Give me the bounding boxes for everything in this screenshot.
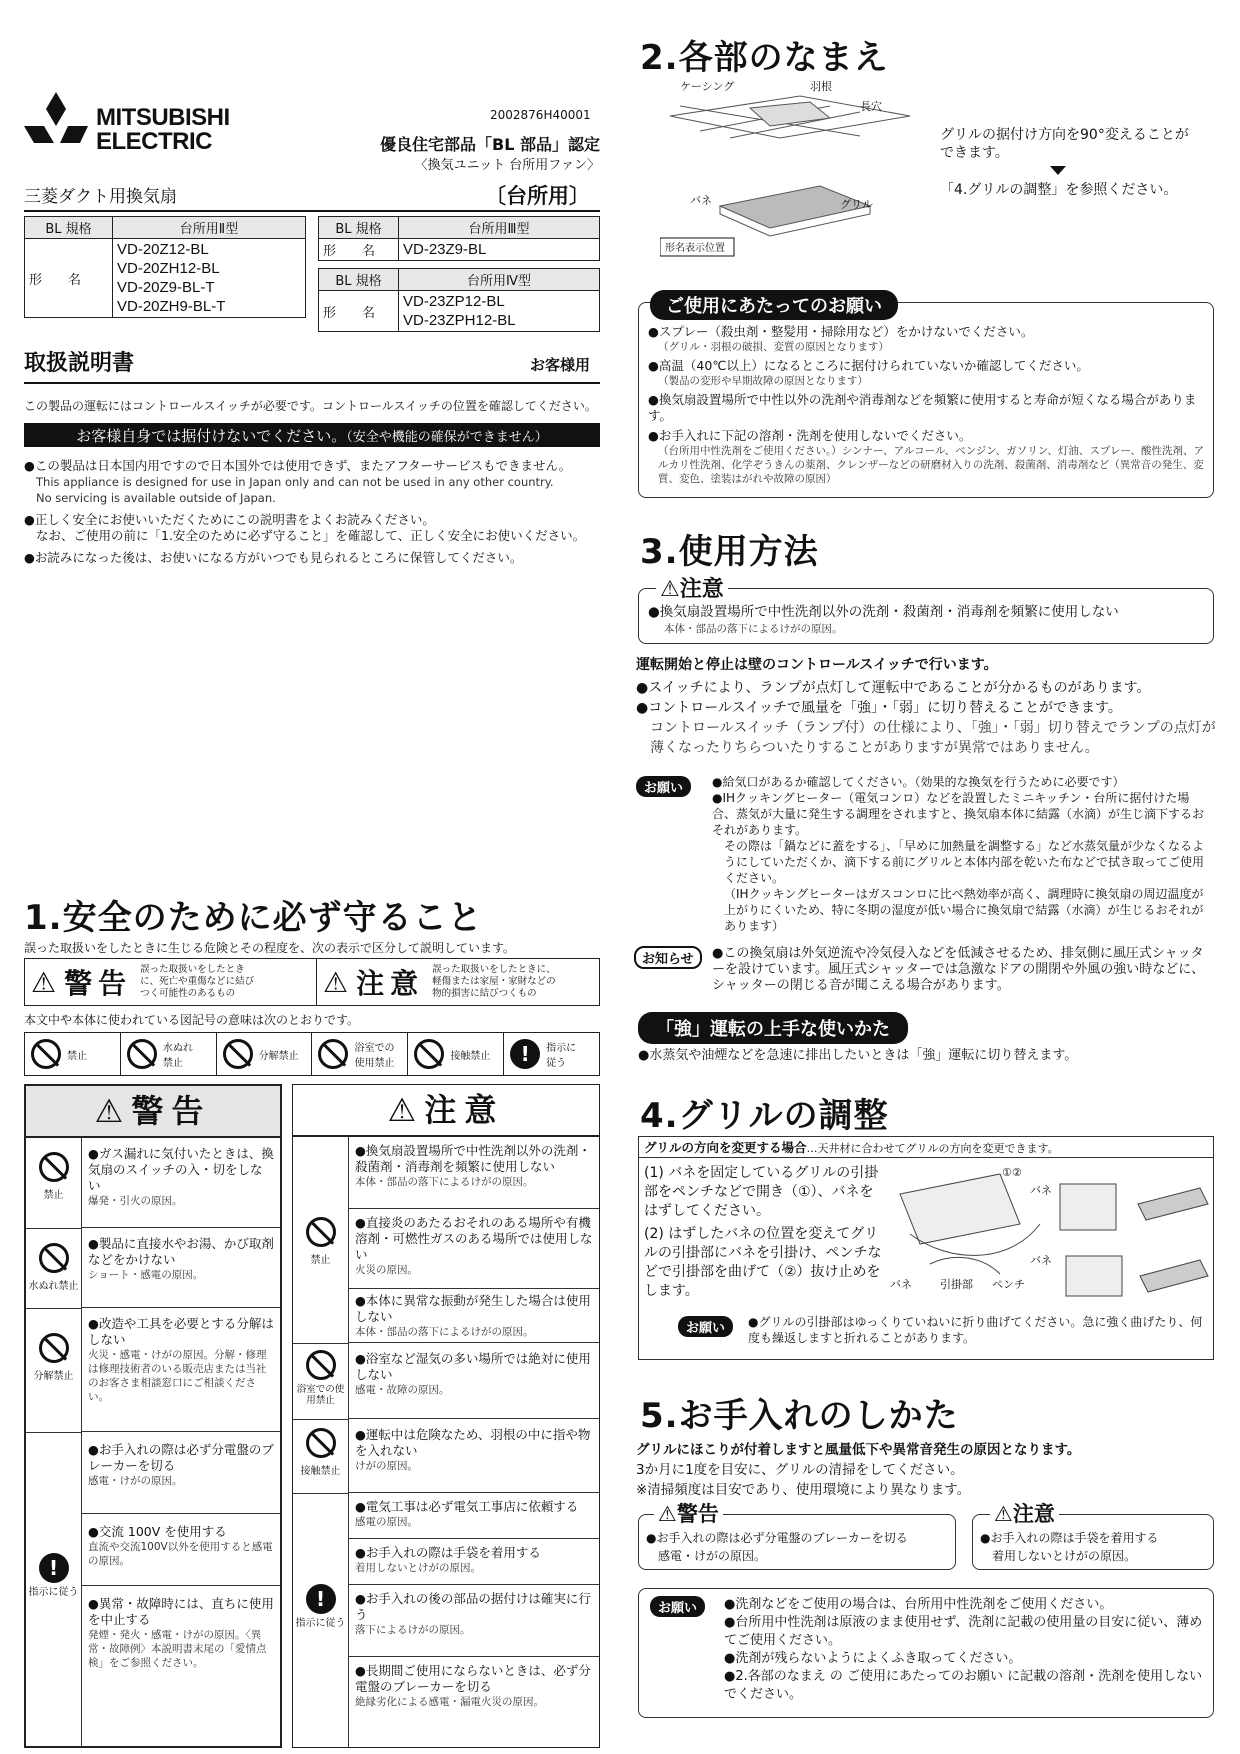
warning-body xyxy=(26,1138,280,1746)
caution-desc: 誤った取扱いをしたときに、軽傷または家屋・家財などの物的損害に結びつくもの xyxy=(432,964,556,999)
row-sub: 本体・部品の落下によるけがの原因。 xyxy=(355,1326,534,1338)
no-disassembly-icon xyxy=(223,1039,253,1069)
onegai-list xyxy=(712,774,1212,934)
oshirase-text: ●この換気扇は外気逆流や冷気侵入などを低減させるため、排気側に風圧式シャッターを設けています。風圧式シャッターでは急激なドアの開閉や外風の強い時などに、シャッターの閉じる音が聞こえる場合があります。 xyxy=(712,946,1205,993)
symbol-item xyxy=(408,1033,504,1075)
row-text: ●運転中は危険なため、羽根の中に指や物を入れない xyxy=(355,1427,591,1458)
section3-caution-text: ●換気扇設置場所で中性洗剤以外の洗剤・殺菌剤・消毒剤を頻繁に使用しない xyxy=(648,604,1119,620)
request-sub: （台所用中性洗剤をご使用ください。）シンナー、アルコール、ベンジン、ガソリン、灯油、スプレー、酸性洗剤、アルカリ性洗剤、化学ぞうきんの薬剤、クレンザーなどの研磨材入りの洗剤、殺菌剤、消毒剤など（異常音の発生、変質、変色、塗装はがれや故障の原因） xyxy=(658,445,1205,485)
spec-label: 形 名 xyxy=(319,291,399,332)
icon-label: 禁止 xyxy=(43,1190,64,1201)
grille-step: (1) バネを固定しているグリルの引掛部をペンチなどで開き（①）、バネをはずしてください。 xyxy=(644,1165,879,1219)
row-sub: 感電・けがの原因。 xyxy=(88,1475,183,1487)
cleaning-caution-text: ●お手入れの際は手袋を着用する xyxy=(980,1531,1159,1545)
row-sub: 火災の原因。 xyxy=(355,1264,418,1276)
note-en: This appliance is designed for use in Japan only and can not be used in any other country. xyxy=(36,475,554,489)
icon-cell xyxy=(26,1228,81,1308)
onegai-item: その際は「鍋などに蓋をする」、「早めに加熱量を調整する」など水蒸気量が少なくなるようにしていただくか、滴下する前にグリルと本体内部を乾いた布などで拭き取ってご使用ください。 xyxy=(724,839,1205,885)
usage-request-list xyxy=(648,324,1208,486)
warning-head-text: 警告 xyxy=(131,1092,212,1130)
brand-line1: MITSUBISHI xyxy=(96,104,230,131)
caution-rows xyxy=(349,1137,599,1747)
row-text: ●長期間ご使用にならないときは、必ず分電盤のブレーカーを切る xyxy=(355,1663,591,1694)
divider xyxy=(24,382,600,384)
symbol-item xyxy=(25,1033,121,1075)
caution-row xyxy=(349,1419,599,1493)
model: VD-20ZH9-BL-T xyxy=(117,298,226,315)
caution-row xyxy=(349,1137,599,1209)
label-grille: グリル xyxy=(840,198,873,211)
grille-adjust-head xyxy=(638,1136,1214,1158)
row-sub: 感電の原因。 xyxy=(355,1516,418,1528)
row-sub: 絶縁劣化による感電・漏電火災の原因。 xyxy=(355,1696,544,1708)
spec-label: 形 名 xyxy=(319,239,399,261)
cleaning-warning-sub: 感電・けがの原因。 xyxy=(658,1549,767,1563)
no-touch-icon xyxy=(306,1428,336,1458)
three-diamonds-icon xyxy=(24,92,88,154)
cleaning-item: ●台所用中性洗剤は原液のまま使用せず、洗剤に記載の使用量の目安に従い、薄めてご使用ください。 xyxy=(724,1615,1203,1648)
icon-cell xyxy=(26,1432,81,1746)
caution-row xyxy=(349,1209,599,1289)
icon-label: 指示に従う xyxy=(295,1618,346,1629)
model: VD-23ZP12-BL xyxy=(403,293,505,310)
section3-caution-sub: 本体・部品の落下によるけがの原因。 xyxy=(664,623,843,635)
prohibited-icon xyxy=(306,1217,336,1247)
caution-body xyxy=(293,1137,599,1747)
caution-row xyxy=(349,1585,599,1657)
label-blade: 羽根 xyxy=(810,80,832,93)
onegai-tag: お願い xyxy=(678,1316,733,1337)
caution-label: 注意 xyxy=(356,967,425,1000)
mitsubishi-logo xyxy=(24,92,234,154)
no-touch-icon xyxy=(414,1039,444,1069)
spec-head: BL 規格 xyxy=(319,217,399,239)
icon-cell xyxy=(293,1343,348,1419)
cleaning-onegai-list xyxy=(724,1596,1204,1704)
caution-head-text: 注意 xyxy=(679,577,724,602)
caution-column-head xyxy=(293,1085,599,1137)
fig-steps-label: ①② xyxy=(1002,1166,1022,1179)
spec-head: BL 規格 xyxy=(25,217,113,239)
document-number: 2002876H40001 xyxy=(490,108,591,122)
icon-label: 分解禁止 xyxy=(33,1371,74,1382)
spec-table-1 xyxy=(24,216,306,318)
instruction-icon: ! xyxy=(306,1584,336,1614)
symbol-item xyxy=(121,1033,217,1075)
request-item: ●高温（40℃以上）になるところに据付けられていないか確認してください。 xyxy=(648,358,1089,373)
cleaning-caution-sub: 着用しないとけがの原因。 xyxy=(992,1549,1137,1563)
symbol-label: 分解禁止 xyxy=(258,1050,299,1062)
cleaning-caution-head xyxy=(990,1498,1059,1528)
operation-item: ●スイッチにより、ランプが点灯して運転中であることが分かるものがあります。 xyxy=(636,680,1151,696)
grille-orientation-note: グリルの据付け方向を90°変えることができます。 xyxy=(940,127,1189,161)
operation-item: ●コントロールスイッチで風量を「強」・「弱」に切り替えることができます。 xyxy=(636,700,1122,716)
model-list xyxy=(399,291,600,332)
banner-sub: （安全や機能の確保ができません） xyxy=(346,430,548,445)
warning-row xyxy=(82,1308,280,1432)
section4-title: 4.グリルの調整 xyxy=(640,1096,889,1136)
caution-icon-col xyxy=(293,1137,349,1747)
row-sub: 火災・感電・けがの原因。分解・修理は修理技術者のいる販売店または当社のお客さま相談窓口にご相談ください。 xyxy=(88,1349,267,1403)
section1-title: 1.安全のために必ず守ること xyxy=(24,898,483,938)
operation-lead: 運転開始と停止は壁のコントロールスイッチで行います。 xyxy=(636,657,998,673)
icon-label: 水ぬれ禁止 xyxy=(28,1281,79,1292)
manual-audience: お客様用 xyxy=(530,356,591,374)
icon-cell xyxy=(293,1137,348,1343)
section1-intro: 誤った取扱いをしたときに生じる危険とその程度を、次の表示で区分して説明しています。 xyxy=(24,941,516,955)
row-sub: けがの原因。 xyxy=(355,1460,418,1472)
oshirase-tag: お知らせ xyxy=(634,946,702,969)
grille-adjust-head-text: グリルの方向を変更する場合 xyxy=(644,1140,807,1155)
caution-column xyxy=(292,1084,600,1748)
row-text: ●交流 100V を使用する xyxy=(88,1524,227,1539)
warning-label: 警告 xyxy=(64,967,133,1000)
note: ●正しく安全にお使いいただくためにこの説明書をよくお読みください。 xyxy=(24,512,435,527)
row-text: ●製品に直接水やお湯、かび取剤などをかけない xyxy=(88,1236,274,1267)
parts-diagram xyxy=(660,76,920,262)
caution-row xyxy=(349,1493,599,1539)
symbol-item xyxy=(217,1033,313,1075)
no-bathroom-icon xyxy=(318,1039,348,1069)
spec-type: 台所用Ⅱ型 xyxy=(113,217,306,239)
usage-request-title: ご使用にあたってのお願い xyxy=(650,290,898,320)
cleaning-item: ●洗剤が残らないようによくふき取ってください。 xyxy=(724,1651,1022,1666)
no-disassembly-icon xyxy=(39,1333,69,1363)
row-text: ●お手入れの後の部品の据付けは確実に行う xyxy=(355,1591,591,1622)
icon-cell xyxy=(293,1419,348,1493)
row-sub: ショート・感電の原因。 xyxy=(88,1269,204,1281)
model-list xyxy=(113,239,306,318)
certification-subtitle: 〈換気ユニット 台所用ファン〉 xyxy=(414,158,600,173)
row-text: ●換気扇設置場所で中性洗剤以外の洗剤・殺菌剤・消毒剤を頻繁に使用しない xyxy=(355,1143,591,1174)
onegai-item: ●給気口があるか確認してください。（効果的な換気を行うために必要です） xyxy=(712,775,1125,789)
icon-label: 浴室での使用禁止 xyxy=(296,1384,345,1406)
caution-row xyxy=(349,1657,599,1727)
note: ●お読みになった後は、お使いになる方がいつでも見られるところに保管してください。 xyxy=(24,550,523,565)
icon-cell xyxy=(26,1308,81,1432)
symbol-label: 指示に従う xyxy=(546,1043,577,1069)
product-name: 三菱ダクト用換気扇 xyxy=(24,187,177,207)
row-sub: 本体・部品の落下によるけがの原因。 xyxy=(355,1176,534,1188)
warning-desc: 誤った取扱いをしたときに、死亡や重傷などに結びつく可能性のあるもの xyxy=(140,964,255,999)
grille-adjust-head-sub: …天井材に合わせてグリルの方向を変更できます。 xyxy=(806,1142,1059,1155)
caution-row xyxy=(349,1289,599,1343)
usage-label: 〔台所用〕 xyxy=(485,184,590,208)
fig-spring-label: バネ xyxy=(890,1278,912,1291)
row-text: ●本体に異常な振動が発生した場合は使用しない xyxy=(355,1293,591,1324)
install-warning-banner xyxy=(24,423,600,447)
onegai-tag: お願い xyxy=(636,776,691,797)
cleaning-lead-text: グリルにほこりが付着しますと風量低下や異常音発生の原因となります。 xyxy=(636,1442,1081,1458)
model: VD-20ZH12-BL xyxy=(117,260,220,277)
label-spring: バネ xyxy=(690,194,712,207)
caution-triangle-icon: ⚠ xyxy=(323,965,349,999)
row-text: ●お手入れの際は手袋を着用する xyxy=(355,1545,541,1560)
row-sub: 落下によるけがの原因。 xyxy=(355,1624,471,1636)
model: VD-23Z9-BL xyxy=(399,239,600,261)
grille-onegai-text: ●グリルの引掛部はゆっくりていねいに折り曲げてください。急に強く曲げたり、何度も繰返しますと折れることがあります。 xyxy=(748,1315,1203,1345)
row-text: ●異常・故障時には、直ちに使用を中止する xyxy=(88,1596,274,1627)
warning-triangle-icon: ⚠ xyxy=(31,965,57,999)
note: ●この製品は日本国内用ですので日本国外では使用できず、またアフターサービスもできません。 xyxy=(24,458,572,473)
icon-label: 指示に従う xyxy=(28,1587,79,1598)
symbol-label: 水ぬれ禁止 xyxy=(162,1043,193,1069)
onegai-item: ●IHクッキングヒーター（電気コンロ）などを設置したミニキッチン・台所に据付けた場合、蒸気が大量に発生する調理をされますと、換気扇本体に結露（水滴）が生じ滴下するおそれがあります。 xyxy=(712,791,1205,837)
symbols-intro: 本文中や本体に使われている図記号の意味は次のとおりです。 xyxy=(24,1013,360,1027)
operation-item: コントロールスイッチ（ランプ付）の仕様により、「強」・「弱」切り替えでランプの点灯が薄くなったりちらついたりすることがありますが異常ではありません。 xyxy=(650,720,1216,756)
symbol-item xyxy=(504,1033,599,1075)
instruction-icon: ! xyxy=(510,1039,540,1069)
caution-row xyxy=(349,1343,599,1419)
prohibited-icon xyxy=(39,1152,69,1182)
onegai-tag: お願い xyxy=(650,1596,705,1617)
warning-icon: ⚠ xyxy=(94,1092,132,1130)
warning-rows xyxy=(82,1138,280,1746)
signal-word-legend xyxy=(24,958,600,1006)
symbol-label: 接触禁止 xyxy=(450,1050,491,1062)
model: VD-23ZPH12-BL xyxy=(403,312,516,329)
cleaning-item: ●洗剤などをご使用の場合は、台所用中性洗剤をご使用ください。 xyxy=(724,1597,1113,1612)
row-text: ●改造や工具を必要とする分解はしない xyxy=(88,1316,274,1347)
banner-main: お客様自身では据付けないでください。 xyxy=(76,427,347,445)
grille-step: (2) はずしたバネの位置を変えてグリルの引掛部にバネを引掛け、ペンチなどで引掛部を曲げて（②）抜け止めをします。 xyxy=(644,1226,882,1299)
caution-icon: ⚠ xyxy=(660,577,680,602)
no-bathroom-icon xyxy=(306,1350,336,1380)
manual-title: 取扱説明書 xyxy=(24,351,135,376)
icon-label: 禁止 xyxy=(310,1255,331,1266)
operation-list xyxy=(636,654,1216,758)
spec-type: 台所用Ⅲ型 xyxy=(399,217,600,239)
icon-label: 接触禁止 xyxy=(300,1466,341,1477)
caution-row xyxy=(349,1539,599,1585)
cleaning-warning-text: ●お手入れの際は必ず分電盤のブレーカーを切る xyxy=(646,1531,908,1545)
caution-icon: ⚠ xyxy=(387,1091,425,1129)
grille-steps xyxy=(644,1164,884,1301)
symbol-label: 禁止 xyxy=(67,1050,87,1062)
spec-table-2 xyxy=(318,216,600,261)
section3-title: 3.使用方法 xyxy=(640,532,819,572)
row-text: ●浴室など湿気の多い場所では絶対に使用しない xyxy=(355,1351,591,1382)
note: なお、ご使用の前に「1.安全のために必ず守ること」を確認して、正しく安全にお使いください。 xyxy=(36,528,586,543)
warning-legend xyxy=(25,959,317,1005)
label-slot: 長穴 xyxy=(860,100,882,113)
row-text: ●電気工事は必ず電気工事店に依頼する xyxy=(355,1499,579,1514)
warning-row xyxy=(82,1514,280,1586)
label-model-position: 形名表示位置 xyxy=(665,243,725,254)
warning-row xyxy=(82,1138,280,1228)
icon-cell xyxy=(293,1493,348,1747)
caution-icon: ⚠ xyxy=(994,1502,1013,1526)
no-water-icon xyxy=(127,1039,157,1069)
row-text: ●直接炎のあたるおそれのある場所や有機溶剤・可燃性ガスのある場所では使用しない xyxy=(355,1215,593,1262)
request-item: ●換気扇設置場所で中性以外の洗剤や消毒剤などを頻繁に使用すると寿命が短くなる場合があります。 xyxy=(648,392,1197,423)
onegai-item: （IHクッキングヒーターはガスコンロに比べ熱効率が高く、調理時に換気扇の周辺温度が上がりにくいため、特に冬期の湿度が低い場合に換気扇で結露（水滴）が生じるおそれがあります） xyxy=(724,887,1204,933)
warning-column xyxy=(24,1084,282,1748)
warning-row xyxy=(82,1586,280,1746)
spec-label: 形 名 xyxy=(25,239,113,318)
brand-line2: ELECTRIC xyxy=(96,128,212,155)
request-item: ●お手入れに下記の溶剤・洗剤を使用しないでください。 xyxy=(648,428,972,443)
grille-reference: 「4.グリルの調整」を参照ください。 xyxy=(940,182,1178,198)
strong-mode-text: ●水蒸気や油煙などを急速に排出したいときは「強」運転に切り替えます。 xyxy=(638,1048,1078,1063)
caution-head-text: 注意 xyxy=(1012,1502,1055,1526)
caution-legend xyxy=(317,959,599,1005)
fig-hook-label: 引掛部 xyxy=(940,1278,973,1291)
row-sub: 爆発・引火の原因。 xyxy=(88,1195,183,1207)
warning-row xyxy=(82,1228,280,1308)
warning-icon-col xyxy=(26,1138,82,1746)
divider xyxy=(24,210,600,212)
no-water-icon xyxy=(39,1243,69,1273)
symbol-label: 浴室での使用禁止 xyxy=(354,1043,395,1069)
fig-spring-label: バネ xyxy=(1030,1184,1052,1197)
warning-icon: ⚠ xyxy=(658,1502,677,1526)
request-sub: （製品の変形や早期故障の原因となります） xyxy=(658,375,868,387)
section3-caution-head xyxy=(656,572,728,603)
intro-text: この製品の運転にはコントロールスイッチが必要です。コントロールスイッチの位置を確認してください。 xyxy=(24,399,597,413)
warning-head-text: 警告 xyxy=(676,1502,719,1526)
warning-column-head xyxy=(26,1086,280,1138)
row-sub: 感電・故障の原因。 xyxy=(355,1384,450,1396)
spec-head: BL 規格 xyxy=(319,269,399,291)
model: VD-20Z12-BL xyxy=(117,241,209,258)
cleaning-item: ●2.各部のなまえ の ご使用にあたってのお願い に記載の溶剤・洗剤を使用しないでください。 xyxy=(724,1669,1203,1702)
prohibited-icon xyxy=(31,1039,61,1069)
note-en: No servicing is available outside of Japan. xyxy=(36,491,276,505)
grille-spring-diagram xyxy=(890,1164,1210,1298)
row-sub: 発煙・発火・感電・けがの原因。〈異常・故障例〉本説明書末尾の「愛情点検」をご参照ください。 xyxy=(88,1629,267,1669)
caution-head-text: 注意 xyxy=(424,1091,505,1129)
row-text: ●お手入れの際は必ず分電盤のブレーカーを切る xyxy=(88,1442,274,1473)
warning-row xyxy=(82,1432,280,1514)
symbol-item xyxy=(312,1033,408,1075)
icon-cell xyxy=(26,1138,81,1228)
strong-mode-title: 「強」運転の上手な使いかた xyxy=(638,1012,908,1044)
request-item: ●スプレー（殺虫剤・整髪用・掃除用など）をかけないでください。 xyxy=(648,324,1034,339)
spec-table-3 xyxy=(318,268,600,332)
down-arrow-icon xyxy=(1050,166,1066,175)
row-text: ●ガス漏れに気付いたときは、換気扇のスイッチの入・切をしない xyxy=(88,1146,274,1193)
cleaning-note: ※清掃頻度は目安であり、使用環境により異なります。 xyxy=(636,1482,971,1498)
row-sub: 直流や交流100V以外を使用すると感電の原因。 xyxy=(88,1541,273,1567)
certification-title: 優良住宅部品「BL 部品」認定 xyxy=(380,135,600,154)
request-sub: （グリル・羽根の破損、変質の原因となります） xyxy=(658,341,889,353)
label-casing: ケーシング xyxy=(680,80,735,93)
cleaning-lead xyxy=(636,1438,1216,1498)
section2-title: 2.各部のなまえ xyxy=(640,38,889,78)
cleaning-frequency: 3か月に1度を目安に、グリルの清掃をしてください。 xyxy=(636,1462,964,1478)
cleaning-warning-head xyxy=(654,1498,723,1528)
section5-title: 5.お手入れのしかた xyxy=(640,1396,959,1436)
instruction-icon: ! xyxy=(39,1553,69,1583)
row-sub: 着用しないとけがの原因。 xyxy=(355,1562,481,1574)
fig-pliers-label: ペンチ xyxy=(992,1278,1025,1291)
spec-type: 台所用Ⅳ型 xyxy=(399,269,600,291)
notes-list xyxy=(24,458,604,566)
fig-spring-label: バネ xyxy=(1030,1254,1052,1267)
symbol-legend xyxy=(24,1032,600,1076)
model: VD-20Z9-BL-T xyxy=(117,279,215,296)
